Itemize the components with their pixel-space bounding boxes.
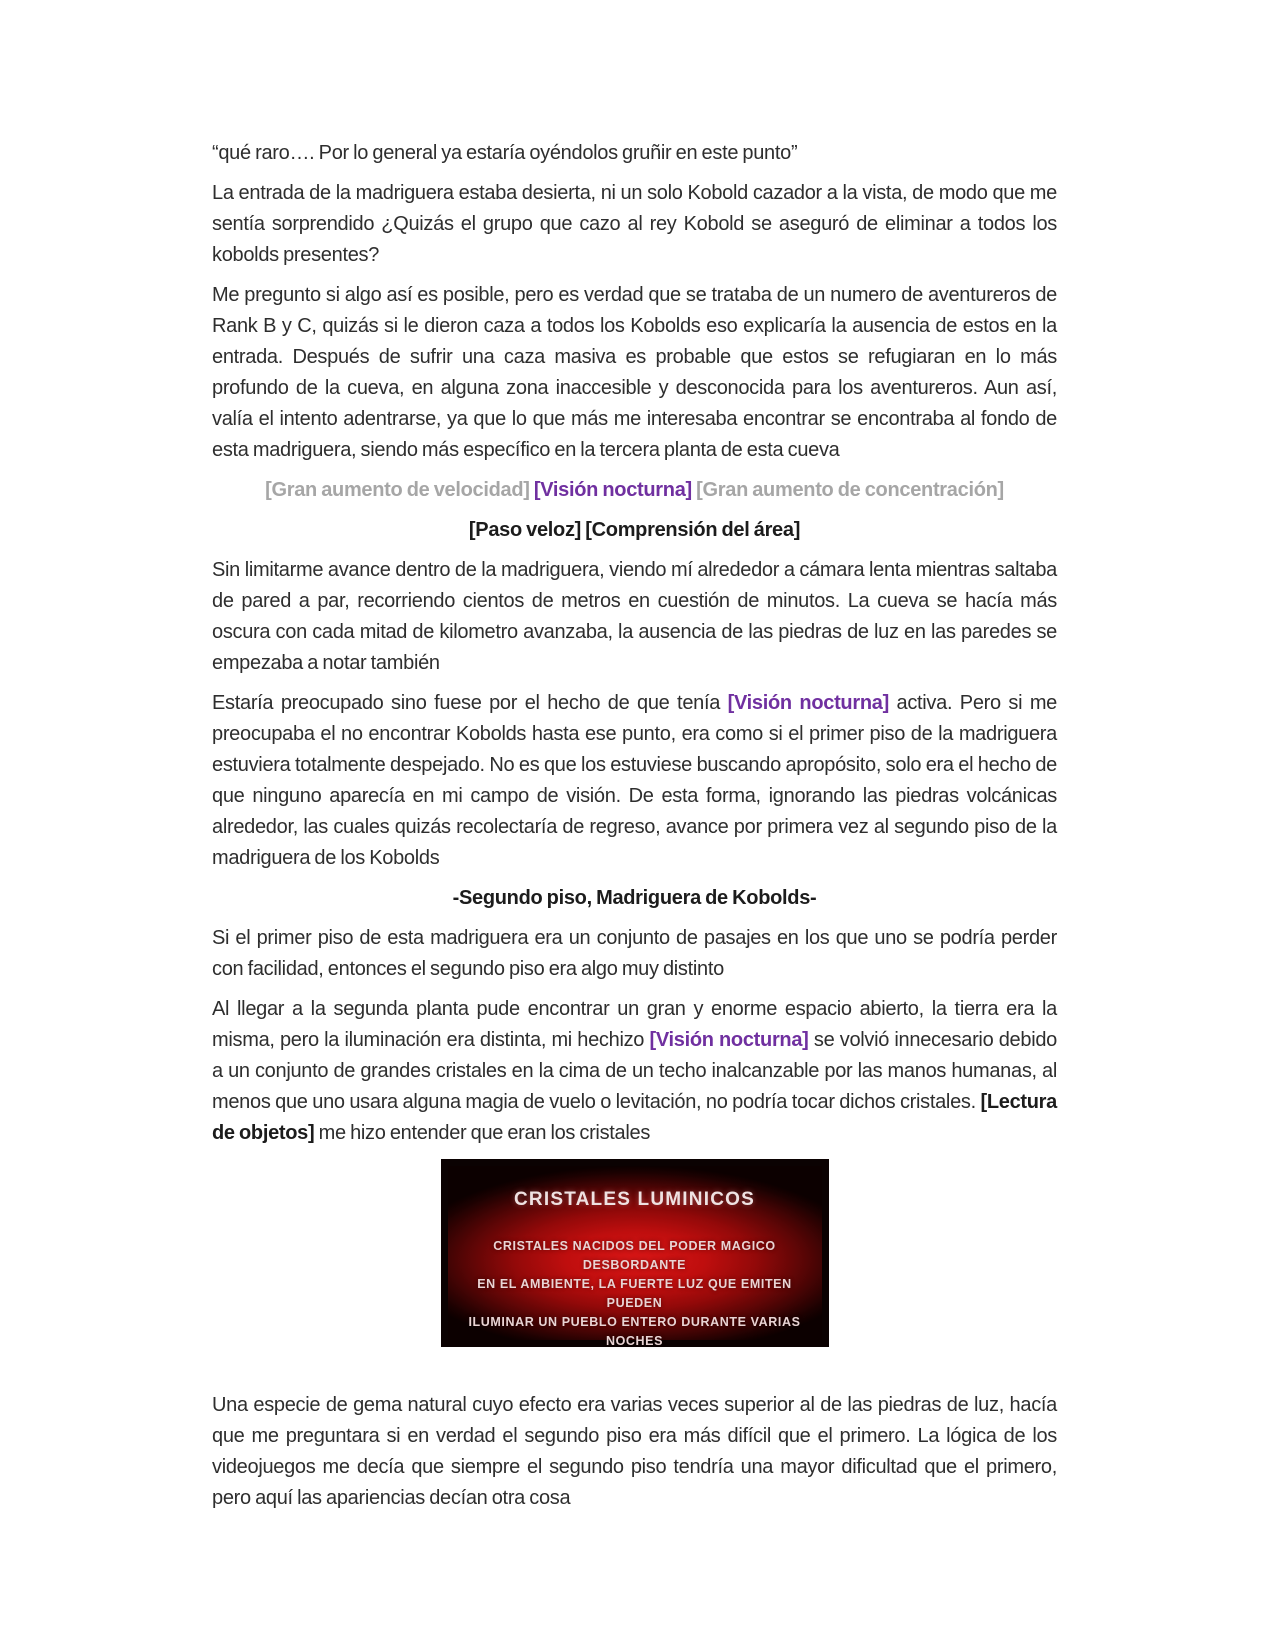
item-card-description-line: ILUMINAR UN PUEBLO ENTERO DURANTE VARIAS NOCHES (468, 1315, 801, 1348)
item-card-description (448, 1237, 822, 1351)
paragraph-sin-limitarme: Sin limitarme avance dentro de la madriguera, viendo mí alrededor a cámara lenta mientras saltaba de pared a par, recorriendo cientos de metros en cuestión de minutos. La cueva se hacía más oscura con cada mitad de kilometro avanzaba, la ausencia de las piedras de luz en las paredes se empezaba a notar también (212, 559, 1057, 674)
skill-lectura-de-objetos: [Lectura de objetos] (212, 1091, 1057, 1144)
paragraph-al-llegar-text-3: me hizo entender que eran los cristales (314, 1122, 651, 1144)
item-card-title: CRISTALES LUMINICOS (514, 1189, 755, 1210)
skill-gran-aumento-velocidad: [Gran aumento de velocidad] (265, 479, 530, 501)
skill-vision-nocturna: [Visión nocturna] (649, 1029, 809, 1051)
skill-vision-nocturna: [Visión nocturna] (727, 692, 889, 714)
paragraph-pregunto: Me pregunto si algo así es posible, pero es verdad que se trataba de un numero de aventureros de Rank B y C, quizás si le dieron caza a todos los Kobolds eso explicaría la ausencia de estos en la entrada. Después de sufrir una caza masiva es probable que estos se refugiaran en lo más profundo de la cueva, en alguna zona inaccesible y desconocida para los aventureros. Aun así, valía el intento adentrarse, ya que lo que más me interesaba encontrar se encontraba al fondo de esta madriguera, siendo más específico en la tercera planta de esta cueva (212, 284, 1057, 461)
skills-row-2: [Paso veloz] [Comprensión del área] (468, 519, 801, 541)
item-card-description-line: CRISTALES NACIDOS DEL PODER MAGICO DESBORDANTE (493, 1239, 776, 1272)
paragraph-si-el-primer: Si el primer piso de esta madriguera era un conjunto de pasajes en los que uno se podría perder con facilidad, entonces el segundo piso era algo muy distinto (212, 927, 1057, 980)
paragraph-al-llegar-text-2: se volvió innecesario debido a un conjunto de grandes cristales en la cima de un techo inalcanzable por las manos humanas, al menos que uno usara alguna magia de vuelo o levitación, no podría tocar dichos cristales. (212, 1029, 1057, 1113)
paragraph-estaria (212, 688, 1057, 874)
paragraph-al-llegar (212, 994, 1057, 1149)
item-card-description-line: EN EL AMBIENTE, LA FUERTE LUZ QUE EMITEN PUEDEN (477, 1277, 792, 1310)
paragraph-quote: “qué raro…. Por lo general ya estaría oyéndolos gruñir en este punto” (212, 142, 798, 164)
skill-gran-aumento-concentracion: [Gran aumento de concentración] (696, 479, 1004, 501)
skill-vision-nocturna: [Visión nocturna] (533, 479, 692, 501)
document-body (212, 138, 1057, 1523)
paragraph-al-llegar-text-1: Al llegar a la segunda planta pude encontrar un gran y enorme espacio abierto, la tierra era la misma, pero la iluminación era distinta, mi hechizo (212, 998, 1057, 1051)
paragraph-entrada: La entrada de la madriguera estaba desierta, ni un solo Kobold cazador a la vista, de modo que me sentía sorprendido ¿Quizás el grupo que cazo al rey Kobold se aseguró de eliminar a todos los kobolds presentes? (212, 182, 1057, 266)
section-heading-segundo-piso: -Segundo piso, Madriguera de Kobolds- (452, 887, 817, 909)
paragraph-estaria-text-1: Estaría preocupado sino fuese por el hecho de que tenía (212, 692, 728, 714)
item-card-image (441, 1159, 829, 1347)
skills-row (212, 475, 1057, 506)
paragraph-estaria-text-2: activa. Pero si me preocupaba el no encontrar Kobolds hasta ese punto, era como si el primer piso de la madriguera estuviera totalmente despejado. No es que los estuviese buscando apropósito, solo era el hecho de que ninguno aparecía en mi campo de visión. De esta forma, ignorando las piedras volcánicas alrededor, las cuales quizás recolectaría de regreso, avance por primera vez al segundo piso de la madriguera de los Kobolds (212, 692, 1058, 869)
paragraph-una-especie: Una especie de gema natural cuyo efecto era varias veces superior al de las piedras de luz, hacía que me preguntara si en verdad el segundo piso era más difícil que el primero. La lógica de los videojuegos me decía que siempre el segundo piso tendría una mayor dificultad que el primero, pero aquí las apariencias decían otra cosa (212, 1394, 1057, 1509)
